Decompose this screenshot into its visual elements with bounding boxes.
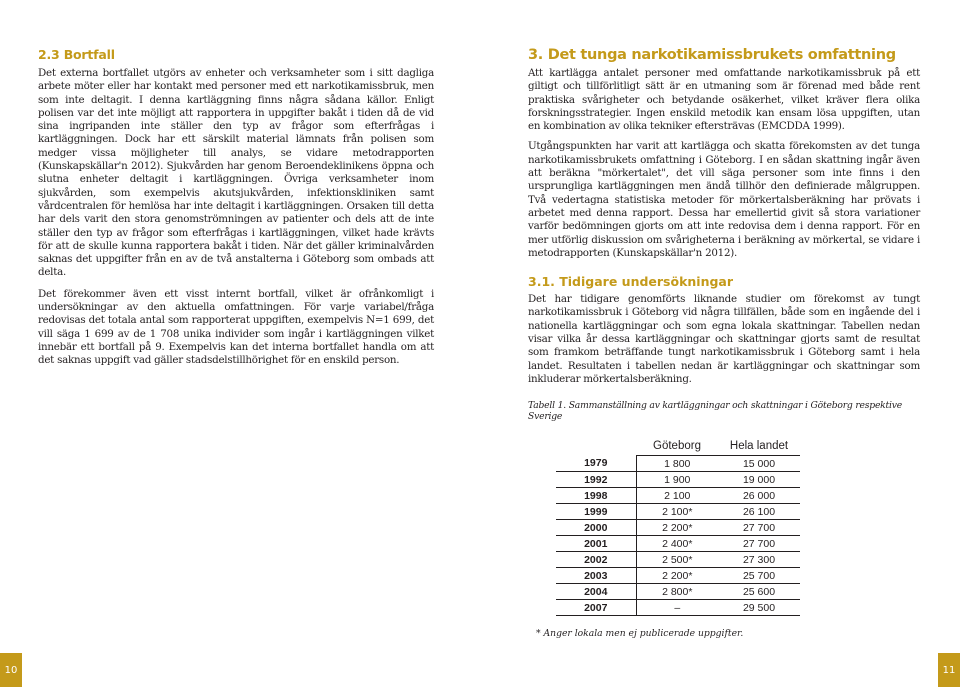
table-row (556, 536, 800, 552)
goteborg-cell: 2 100 (636, 488, 718, 504)
sverige-cell: 29 500 (718, 600, 800, 616)
goteborg-cell: 2 100* (636, 504, 718, 520)
sverige-cell: 19 000 (718, 472, 800, 488)
sverige-cell: 26 000 (718, 488, 800, 504)
table-caption: Tabell 1. Sammanställning av kartläggningar och skattningar i Göteborg respektive Sverige (528, 400, 903, 423)
paragraph: Det förekommer även ett visst internt bortfall, vilket är ofrånkomligt i undersökningar av den aktuella omfattningen. För varje variabel/fråga redovisas det totala antal som rapporterat uppgiften, exempelvis N=1 699, det vill säga 1 699 av de 1 708 unika individer som ingår i kartläggningen vilket innebär ett bortfall på 9. Exempelvis kan det interna bortfallet handla om att det saknas uppgift vad gäller stadsdelstillhörighet för en enskild person. (38, 287, 434, 367)
header-hela-landet: Hela landet (718, 437, 800, 456)
sverige-cell: 27 700 (718, 536, 800, 552)
year-cell: 1979 (556, 456, 636, 472)
paragraph: Det externa bortfallet utgörs av enheter och verksamheter som i sitt dagliga arbete möter eller har kontakt med personer med ett narkotikamissbruk, men som inte deltagit. I denna kartläggning finns några sådana källor. Enligt polisen var det inte möjligt att rapportera in uppgifter bakåt i tiden då de vid sina ingripanden inte ställer den typ av frågor som efterfrågas i kartläggningen. Dock har ett särskilt material lämnats från polisen som medger vissa möjligheter till analys, se vidare metodrapporten (Kunskapskällar'n 2012). Sjukvården har genom Beroendeklinikens öppna och slutna enheter deltagit i kartläggningen. Övriga verksamheter inom sjukvården, som exempelvis akutsjukvården, infektionskliniken samt vårdcentralen för hemlösa har inte deltagit i kartläggningen. Orsaken till detta har dels varit den stora genomströmningen av patienter och dels att de inte ställer den typ av frågor som efterfrågas i kartläggningen, vilket hade krävts för att de skulle kunna rapportera bakåt i tiden. När det gäller kriminalvården saknas det uppgifter från en av de två anstalterna i Göteborg som ombads att delta. (38, 67, 434, 279)
chapter-heading: 3. Det tunga narkotikamissbrukets omfattning (528, 47, 896, 63)
table-footnote: * Anger lokala men ej publicerade uppgifter. (536, 628, 744, 640)
right-column (528, 47, 920, 639)
table-row (556, 504, 800, 520)
table-header-row (556, 437, 800, 456)
section-heading-bortfall: 2.3 Bortfall (38, 47, 115, 62)
paragraph: Att kartlägga antalet personer med omfattande narkotikamissbruk på ett giltigt och tillförlitligt sätt är en utmaning som är förenad med både rent praktiska svårigheter och betydande osäkerhet, vilket kräver flera olika forskningsstrategier. Ingen enskild metodik kan ensam lösa uppgiften, utan en kombination av olika tekniker eftersträvas (EMCDDA 1999). (528, 67, 920, 133)
year-cell: 2000 (556, 520, 636, 536)
goteborg-cell: 2 200* (636, 520, 718, 536)
sverige-cell: 27 300 (718, 552, 800, 568)
table-row (556, 456, 800, 472)
table-row (556, 568, 800, 584)
goteborg-cell: 2 200* (636, 568, 718, 584)
table-row (556, 472, 800, 488)
year-cell: 1992 (556, 472, 636, 488)
table-row (556, 584, 800, 600)
page-number-right: 11 (938, 653, 960, 687)
goteborg-cell: 2 400* (636, 536, 718, 552)
left-column (38, 47, 434, 368)
goteborg-cell: – (636, 600, 718, 616)
goteborg-cell: 1 900 (636, 472, 718, 488)
table-row (556, 488, 800, 504)
goteborg-cell: 2 500* (636, 552, 718, 568)
year-cell: 2002 (556, 552, 636, 568)
year-cell: 2003 (556, 568, 636, 584)
year-cell: 2004 (556, 584, 636, 600)
sverige-cell: 26 100 (718, 504, 800, 520)
sverige-cell: 15 000 (718, 456, 800, 472)
table-row (556, 552, 800, 568)
table-row (556, 520, 800, 536)
table-row (556, 600, 800, 616)
year-cell: 1999 (556, 504, 636, 520)
sverige-cell: 25 600 (718, 584, 800, 600)
header-blank-cell (556, 437, 636, 456)
year-cell: 2007 (556, 600, 636, 616)
header-goteborg: Göteborg (636, 437, 718, 456)
sverige-cell: 25 700 (718, 568, 800, 584)
paragraph: Det har tidigare genomförts liknande studier om förekomst av tungt narkotikamissbruk i Göteborg vid några tillfällen, både som en ingående del i nationella kartläggningar och som egna lokala skattningar. Tabellen nedan visar vilka år dessa kartläggningar och skattningar gjorts samt de resultat som framkom beträffande tungt narkotikamissbruk i Göteborg samt i hela landet. Resultaten i tabellen nedan är kartläggningar och skattningar som inkluderar mörkertalsberäkning. (528, 293, 920, 385)
goteborg-cell: 1 800 (636, 456, 718, 472)
goteborg-cell: 2 800* (636, 584, 718, 600)
year-cell: 2001 (556, 536, 636, 552)
page-number-left: 10 (0, 653, 22, 687)
estimates-table (556, 437, 800, 616)
subsection-heading: 3.1. Tidigare undersökningar (528, 274, 734, 290)
year-cell: 1998 (556, 488, 636, 504)
paragraph: Utgångspunkten har varit att kartlägga och skatta förekomsten av det tunga narkotikamissbrukets omfattning i Göteborg. I en sådan skattning ingår även att beräkna "mörkertalet", det vill säga personer som inte finns i den ursprungliga kartläggningen men ändå tillhör den definierade målgruppen. Två vedertagna statistiska metoder för mörkertalsberäkning har prövats i arbetet med denna rapport. Dessa har emellertid givit så stora variationer varför bedömningen gjorts om att inte redovisa dem i denna rapport. För en mer utförlig diskussion om svårigheterna i beräkning av mörkertal, se vidare i metodrapporten (Kunskapskällar'n 2012). (528, 140, 920, 259)
sverige-cell: 27 700 (718, 520, 800, 536)
